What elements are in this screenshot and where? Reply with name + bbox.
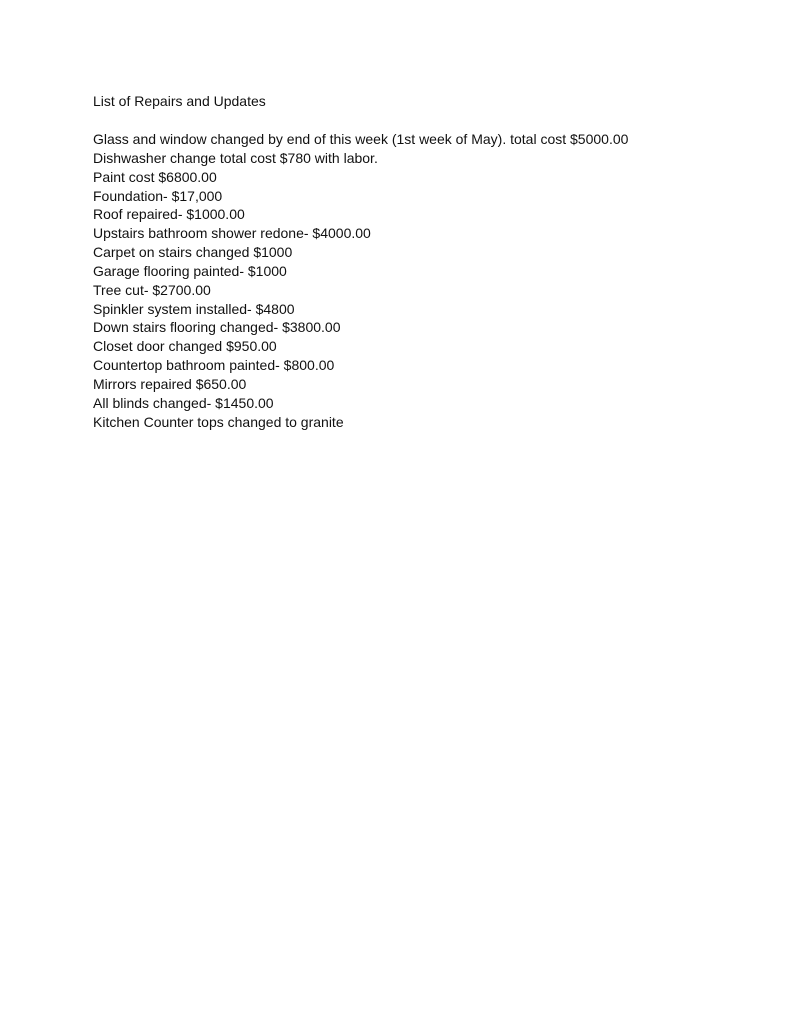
list-item: Spinkler system installed- $4800 — [93, 300, 295, 317]
repairs-list — [93, 130, 628, 432]
list-item: Mirrors repaired $650.00 — [93, 375, 247, 392]
list-item: Kitchen Counter tops changed to granite — [93, 413, 344, 430]
list-item: Glass and window changed by end of this week (1st week of May). total cost $5000.00 — [93, 131, 629, 147]
list-item: Closet door changed $950.00 — [93, 338, 277, 355]
list-item: Tree cut- $2700.00 — [93, 281, 211, 298]
list-item: Upstairs bathroom shower redone- $4000.00 — [93, 225, 371, 242]
list-item: Down stairs flooring changed- $3800.00 — [93, 319, 341, 336]
list-item: Carpet on stairs changed $1000 — [93, 244, 293, 261]
list-item: Foundation- $17,000 — [93, 187, 223, 204]
list-item: Roof repaired- $1000.00 — [93, 206, 245, 223]
list-item: Garage flooring painted- $1000 — [93, 262, 287, 279]
list-item: All blinds changed- $1450.00 — [93, 394, 274, 411]
list-item: Paint cost $6800.00 — [93, 168, 217, 185]
list-item: Dishwasher change total cost $780 with labor. — [93, 149, 378, 166]
document-title: List of Repairs and Updates — [93, 93, 266, 109]
list-item: Countertop bathroom painted- $800.00 — [93, 357, 335, 374]
